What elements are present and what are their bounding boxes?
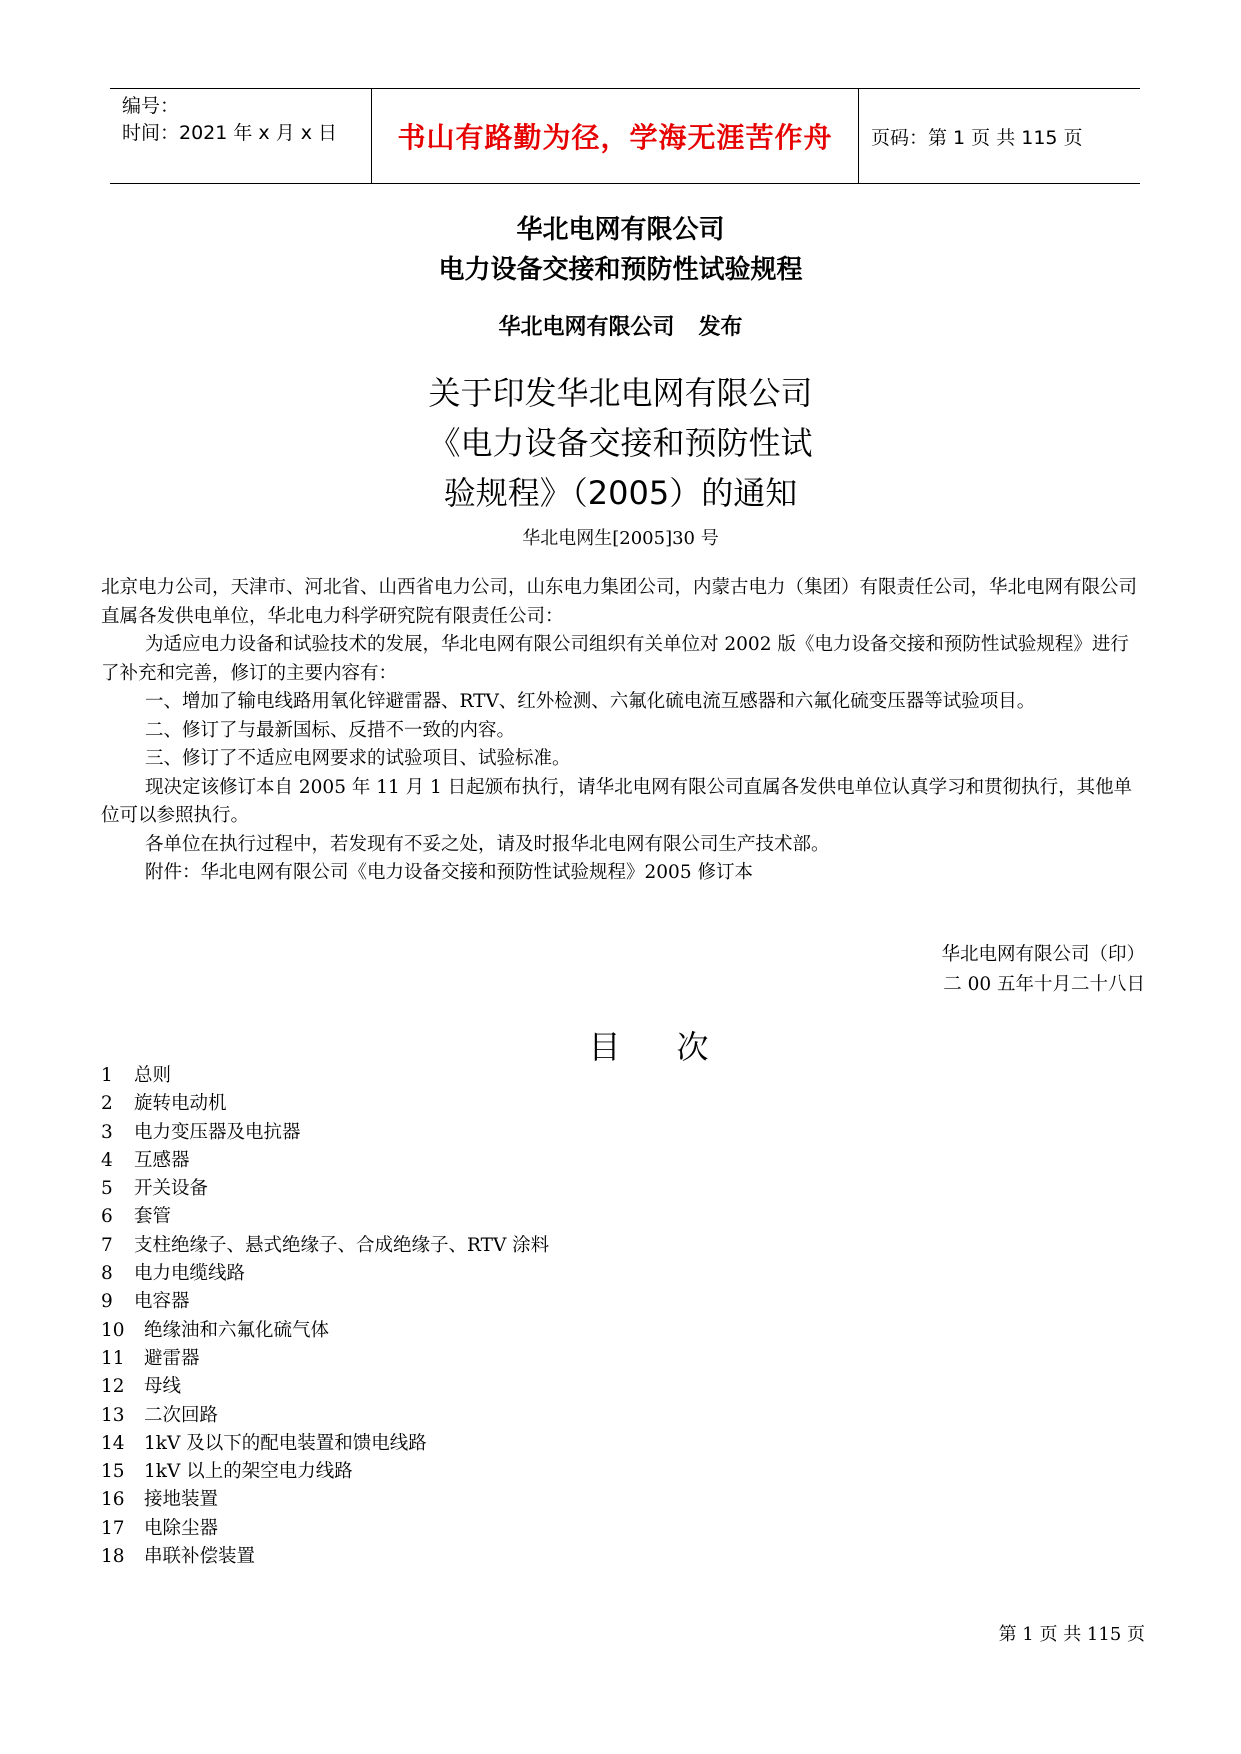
toc-item-label: 串联补偿装置 [144, 1546, 256, 1568]
toc-item-number: 9 [101, 1291, 113, 1313]
toc-item-number: 6 [101, 1206, 113, 1228]
toc-item [101, 1062, 549, 1090]
toc-item-number: 1 [101, 1065, 113, 1086]
body-paragraph-attachment: 附件：华北电网有限公司《电力设备交接和预防性试验规程》2005 修订本 [145, 862, 753, 883]
toc-item-label: 1kV 以上的架空电力线路 [144, 1461, 353, 1483]
publish-word: 发布 [698, 315, 743, 340]
toc-item-number: 3 [101, 1121, 113, 1143]
toc-item-label: 1kV 及以下的配电装置和馈电线路 [144, 1432, 427, 1454]
toc-item-number: 5 [101, 1178, 113, 1200]
toc-item [101, 1373, 549, 1401]
toc-item-label: 母线 [144, 1376, 182, 1398]
toc-item [101, 1119, 549, 1147]
toc-item [101, 1232, 549, 1260]
toc-item-label: 接地装置 [144, 1489, 219, 1511]
toc-item-label: 避雷器 [144, 1347, 200, 1369]
toc-item-label: 总则 [134, 1065, 172, 1086]
toc-item-number: 17 [101, 1517, 125, 1539]
toc-item-label: 绝缘油和六氟化硫气体 [144, 1319, 330, 1341]
toc-item [101, 1458, 549, 1486]
signature-org: 华北电网有限公司（印） [941, 944, 1145, 965]
toc-item-number: 4 [101, 1149, 113, 1171]
document-title: 电力设备交接和预防性试验规程 [438, 255, 803, 285]
toc-item [101, 1203, 549, 1231]
toc-item-number: 12 [101, 1376, 125, 1398]
toc-item-label: 旋转电动机 [134, 1093, 227, 1115]
toc-item-label: 电力电缆线路 [134, 1263, 246, 1285]
body-paragraph: 三、修订了不适应电网要求的试验项目、试验标准。 [145, 748, 571, 769]
toc-item-number: 8 [101, 1263, 113, 1285]
toc-item-number: 16 [101, 1489, 125, 1511]
toc-item-label: 二次回路 [144, 1404, 219, 1426]
notice-title [0, 368, 1241, 518]
document-title-block [0, 210, 1241, 290]
toc-item [101, 1402, 549, 1430]
toc-item-label: 互感器 [134, 1149, 190, 1171]
header-number-label: 编号： [122, 95, 180, 117]
notice-title-line-2: 《电力设备交接和预防性试 [428, 424, 813, 462]
header-left-cell [110, 89, 372, 183]
table-of-contents [101, 1062, 549, 1571]
toc-item-label: 电除尘器 [144, 1517, 219, 1539]
notice-title-line-1: 关于印发华北电网有限公司 [428, 374, 813, 412]
header-time-label: 时间：2021 年 x 月 x 日 [122, 122, 338, 144]
toc-item-label: 开关设备 [134, 1178, 209, 1200]
toc-item-number: 14 [101, 1432, 125, 1454]
toc-item [101, 1515, 549, 1543]
toc-item-number: 2 [101, 1093, 113, 1115]
toc-item-label: 套管 [134, 1206, 172, 1228]
body-paragraph-addressees: 北京电力公司，天津市、河北省、山西省电力公司，山东电力集团公司，内蒙古电力（集团）有限责任公司，华北电网有限公司直属各发供电单位，华北电力科学研究院有限责任公司： [101, 577, 1138, 627]
toc-item [101, 1486, 549, 1514]
page-footer: 第 1 页 共 115 页 [998, 1624, 1145, 1645]
company-name: 华北电网有限公司 [516, 215, 725, 245]
body-paragraph: 为适应电力设备和试验技术的发展，华北电网有限公司组织有关单位对 2002 版《电力设备交接和预防性试验规程》进行了补充和完善，修订的主要内容有： [101, 634, 1129, 684]
body-paragraph: 现决定该修订本自 2005 年 11 月 1 日起颁布执行，请华北电网有限公司直属各发供电单位认真学习和贯彻执行，其他单位可以参照执行。 [101, 776, 1133, 826]
header-table [110, 88, 1140, 184]
document-number: 华北电网生[2005]30 号 [522, 528, 719, 549]
publisher-name: 华北电网有限公司 [498, 315, 675, 340]
toc-item [101, 1090, 549, 1118]
toc-item-number: 13 [101, 1404, 125, 1426]
toc-item [101, 1260, 549, 1288]
toc-item-number: 7 [101, 1234, 113, 1256]
toc-item [101, 1317, 549, 1345]
signature-block [941, 940, 1145, 1000]
signature-date: 二 00 五年十月二十八日 [943, 974, 1145, 995]
toc-item [101, 1175, 549, 1203]
toc-item-number: 11 [101, 1347, 125, 1369]
notice-title-line-3: 验规程》（2005）的通知 [443, 474, 798, 512]
toc-title: 目次 [588, 1028, 765, 1066]
toc-item [101, 1543, 549, 1571]
toc-item-label: 支柱绝缘子、悬式绝缘子、合成绝缘子、RTV 涂料 [134, 1234, 550, 1256]
body-paragraph: 一、增加了输电线路用氧化锌避雷器、RTV、红外检测、六氟化硫电流互感器和六氟化硫变压器等试验项目。 [145, 691, 1036, 712]
toc-item-label: 电力变压器及电抗器 [134, 1121, 301, 1143]
toc-item [101, 1430, 549, 1458]
header-page-info: 页码：第 1 页 共 115 页 [871, 126, 1083, 149]
toc-item [101, 1345, 549, 1373]
header-motto: 书山有路勤为径，学海无涯苦作舟 [372, 89, 859, 183]
toc-item-label: 电容器 [134, 1291, 190, 1313]
publisher-line [0, 310, 1241, 341]
toc-item [101, 1288, 549, 1316]
toc-item-number: 18 [101, 1546, 125, 1568]
toc-item [101, 1147, 549, 1175]
toc-item-number: 10 [101, 1319, 125, 1341]
toc-item-number: 15 [101, 1461, 125, 1483]
notice-body [101, 574, 1146, 888]
body-paragraph: 各单位在执行过程中，若发现有不妥之处，请及时报华北电网有限公司生产技术部。 [145, 833, 830, 855]
body-paragraph: 二、修订了与最新国标、反措不一致的内容。 [145, 719, 516, 741]
